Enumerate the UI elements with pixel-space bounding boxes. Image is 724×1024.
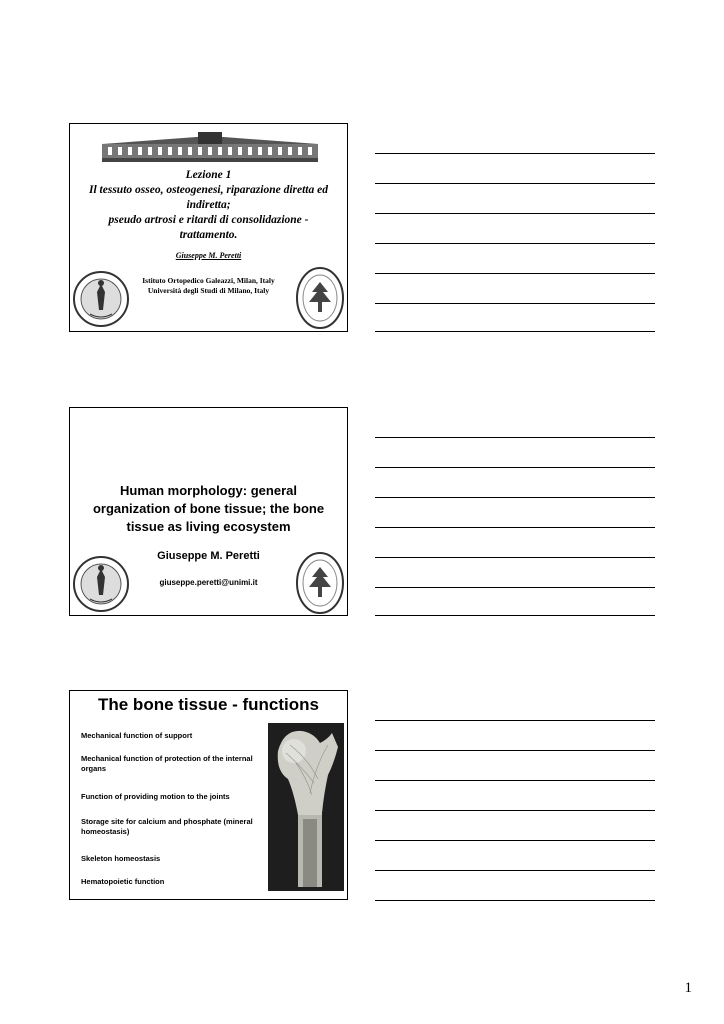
notes-lines-slide-1 xyxy=(375,153,655,333)
slide-1 xyxy=(69,123,348,332)
author-name: Giuseppe M. Peretti xyxy=(157,550,260,562)
femur-section-image xyxy=(268,723,344,891)
list-item: Mechanical function of support xyxy=(81,731,193,740)
university-seal-icon xyxy=(72,555,130,613)
notes-lines-slide-2 xyxy=(375,437,655,617)
slide-3-title: The bone tissue - functions xyxy=(97,695,319,714)
list-item: Function of providing motion to the joints xyxy=(81,792,230,801)
slide-1-title: Lezione 1 Il tessuto osseo, osteogenesi, riparazione diretta ed indiretta; pseudo artrosi e ritardi di consolidazione - trattamento. xyxy=(89,169,328,241)
list-item: Skeleton homeostasis xyxy=(81,854,161,863)
university-seal-icon xyxy=(72,270,130,328)
author-email: giuseppe.peretti@unimi.it xyxy=(159,578,258,587)
tree-emblem-icon xyxy=(295,551,345,615)
page-number: 1 xyxy=(684,980,692,996)
institution: Istituto Ortopedico Galeazzi, Milan, Italy Università degli Studi di Milano, Italy xyxy=(142,276,275,295)
list-item: Hematopoietic function xyxy=(81,877,165,886)
building-illustration xyxy=(98,130,322,164)
slide-2-title: Human morphology: general organization of bone tissue; the bone tissue as living ecosystem xyxy=(92,483,325,534)
notes-lines-slide-3 xyxy=(375,720,655,902)
tree-emblem-icon xyxy=(295,266,345,330)
author-name: Giuseppe M. Peretti xyxy=(175,251,242,260)
slide-3 xyxy=(69,690,348,900)
list-item: Storage site for calcium and phosphate (mineral homeostasis) xyxy=(81,817,253,836)
slide-2 xyxy=(69,407,348,616)
list-item: Mechanical function of protection of the internal organs xyxy=(81,754,253,773)
